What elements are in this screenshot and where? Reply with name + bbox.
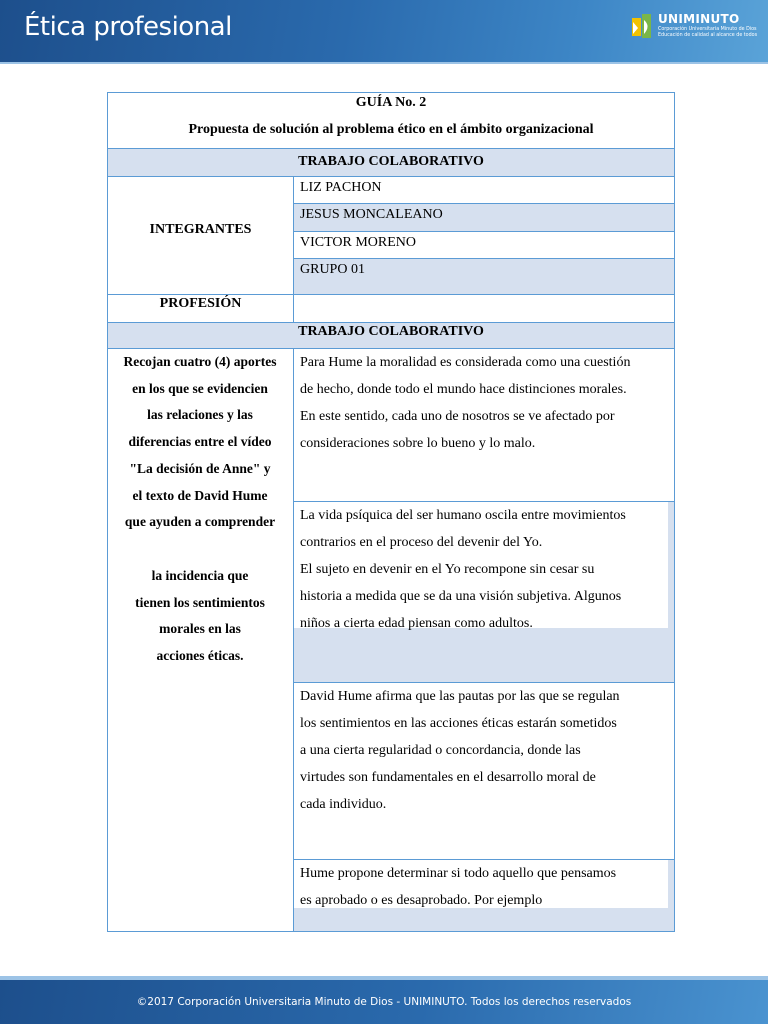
logo-tagline-2: Educación de calidad al alcance de todos [658,33,758,38]
instruction-spacer [108,536,292,563]
group-row [293,258,674,294]
member-row [293,231,674,258]
contribution-text [300,860,665,914]
contribution-cell-4 [293,859,674,931]
contribution-text [300,349,665,457]
contribution-line: virtudes son fundamentales en el desarrollo moral de [300,770,596,785]
instruction-line: tienen los sentimientos [135,594,265,610]
profession-label: PROFESIÓN [108,294,293,322]
header-divider [0,62,768,64]
guide-title-block [108,93,674,148]
contribution-line: En este sentido, cada uno de nosotros se ve afectado por [300,409,615,424]
course-title: Ética profesional [24,12,232,42]
page-footer [0,980,768,1024]
member-name: LIZ PACHON [300,180,382,195]
instruction-text [108,349,292,670]
contribution-line: David Hume afirma que las pautas por las que se regulan [300,689,620,704]
page-header [0,0,768,62]
contribution-cell-3 [293,682,674,859]
contribution-line: es aprobado o es desaprobado. Por ejemplo [300,893,543,908]
guide-subtitle: Propuesta de solución al problema ético en el ámbito organizacional [188,122,594,137]
logo-name: UNIMINUTO [658,12,740,26]
contribution-line: de hecho, donde todo el mundo hace distinciones morales. [300,382,627,397]
contribution-line: consideraciones sobre lo bueno y lo malo. [300,436,536,451]
contribution-line: contrarios en el proceso del devenir del Yo. [300,535,543,550]
member-row [293,203,674,231]
instruction-line: las relaciones y las [147,407,253,423]
contribution-line: niños a cierta edad piensan como adultos. [300,616,533,631]
instruction-line: Recojan cuatro (4) aportes [123,354,277,369]
instruction-line: el texto de David Hume [132,487,268,503]
contribution-line: Hume propone determinar si todo aquello que pensamos [300,866,617,881]
contribution-text [300,683,665,818]
logo-tagline-1: Corporación Universitaria Minuto de Dios [658,27,757,32]
instruction-line: en los que se evidencien [132,380,268,396]
contribution-line: historia a medida que se da una visión subjetiva. Algunos [300,589,622,604]
contribution-cell-1 [293,348,674,501]
profession-value [293,294,674,322]
section-header-colaborativo-1: TRABAJO COLABORATIVO [108,148,674,176]
guide-table [107,92,675,932]
instruction-line: que ayuden a comprender [124,514,276,530]
contribution-text [300,502,665,637]
instruction-line: morales en las [159,621,241,637]
member-row [293,176,674,203]
contribution-line: cada individuo. [300,797,387,812]
uniminuto-logo [630,10,760,50]
instruction-line: la incidencia que [151,567,249,583]
members-label-cell [108,176,293,294]
members-label: INTEGRANTES [149,222,252,237]
member-name: VICTOR MORENO [300,235,417,250]
guide-title: GUÍA No. 2 [355,95,427,110]
uniminuto-logo-icon [630,12,654,42]
group-name: GRUPO 01 [300,262,365,277]
contribution-line: El sujeto en devenir en el Yo recompone sin cesar su [300,562,595,577]
contribution-line: Para Hume la moralidad es considerada como una cuestión [300,355,631,370]
member-name: JESUS MONCALEANO [300,207,443,222]
contribution-line: a una cierta regularidad o concordancia, donde las [300,743,581,758]
instruction-line: diferencias entre el vídeo [128,434,272,450]
contribution-line: los sentimientos en las acciones éticas estarán sometidos [300,716,617,731]
contribution-cell-2 [293,501,674,682]
instruction-line: acciones éticas. [156,648,244,664]
copyright-text: ©2017 Corporación Universitaria Minuto de Dios - UNIMINUTO. Todos los derechos reservados [136,996,632,1008]
instruction-line: "La decisión de Anne" y [129,460,271,476]
instruction-cell [108,348,293,931]
contribution-line: La vida psíquica del ser humano oscila entre movimientos [300,508,626,523]
section-header-colaborativo-2: TRABAJO COLABORATIVO [108,322,674,348]
